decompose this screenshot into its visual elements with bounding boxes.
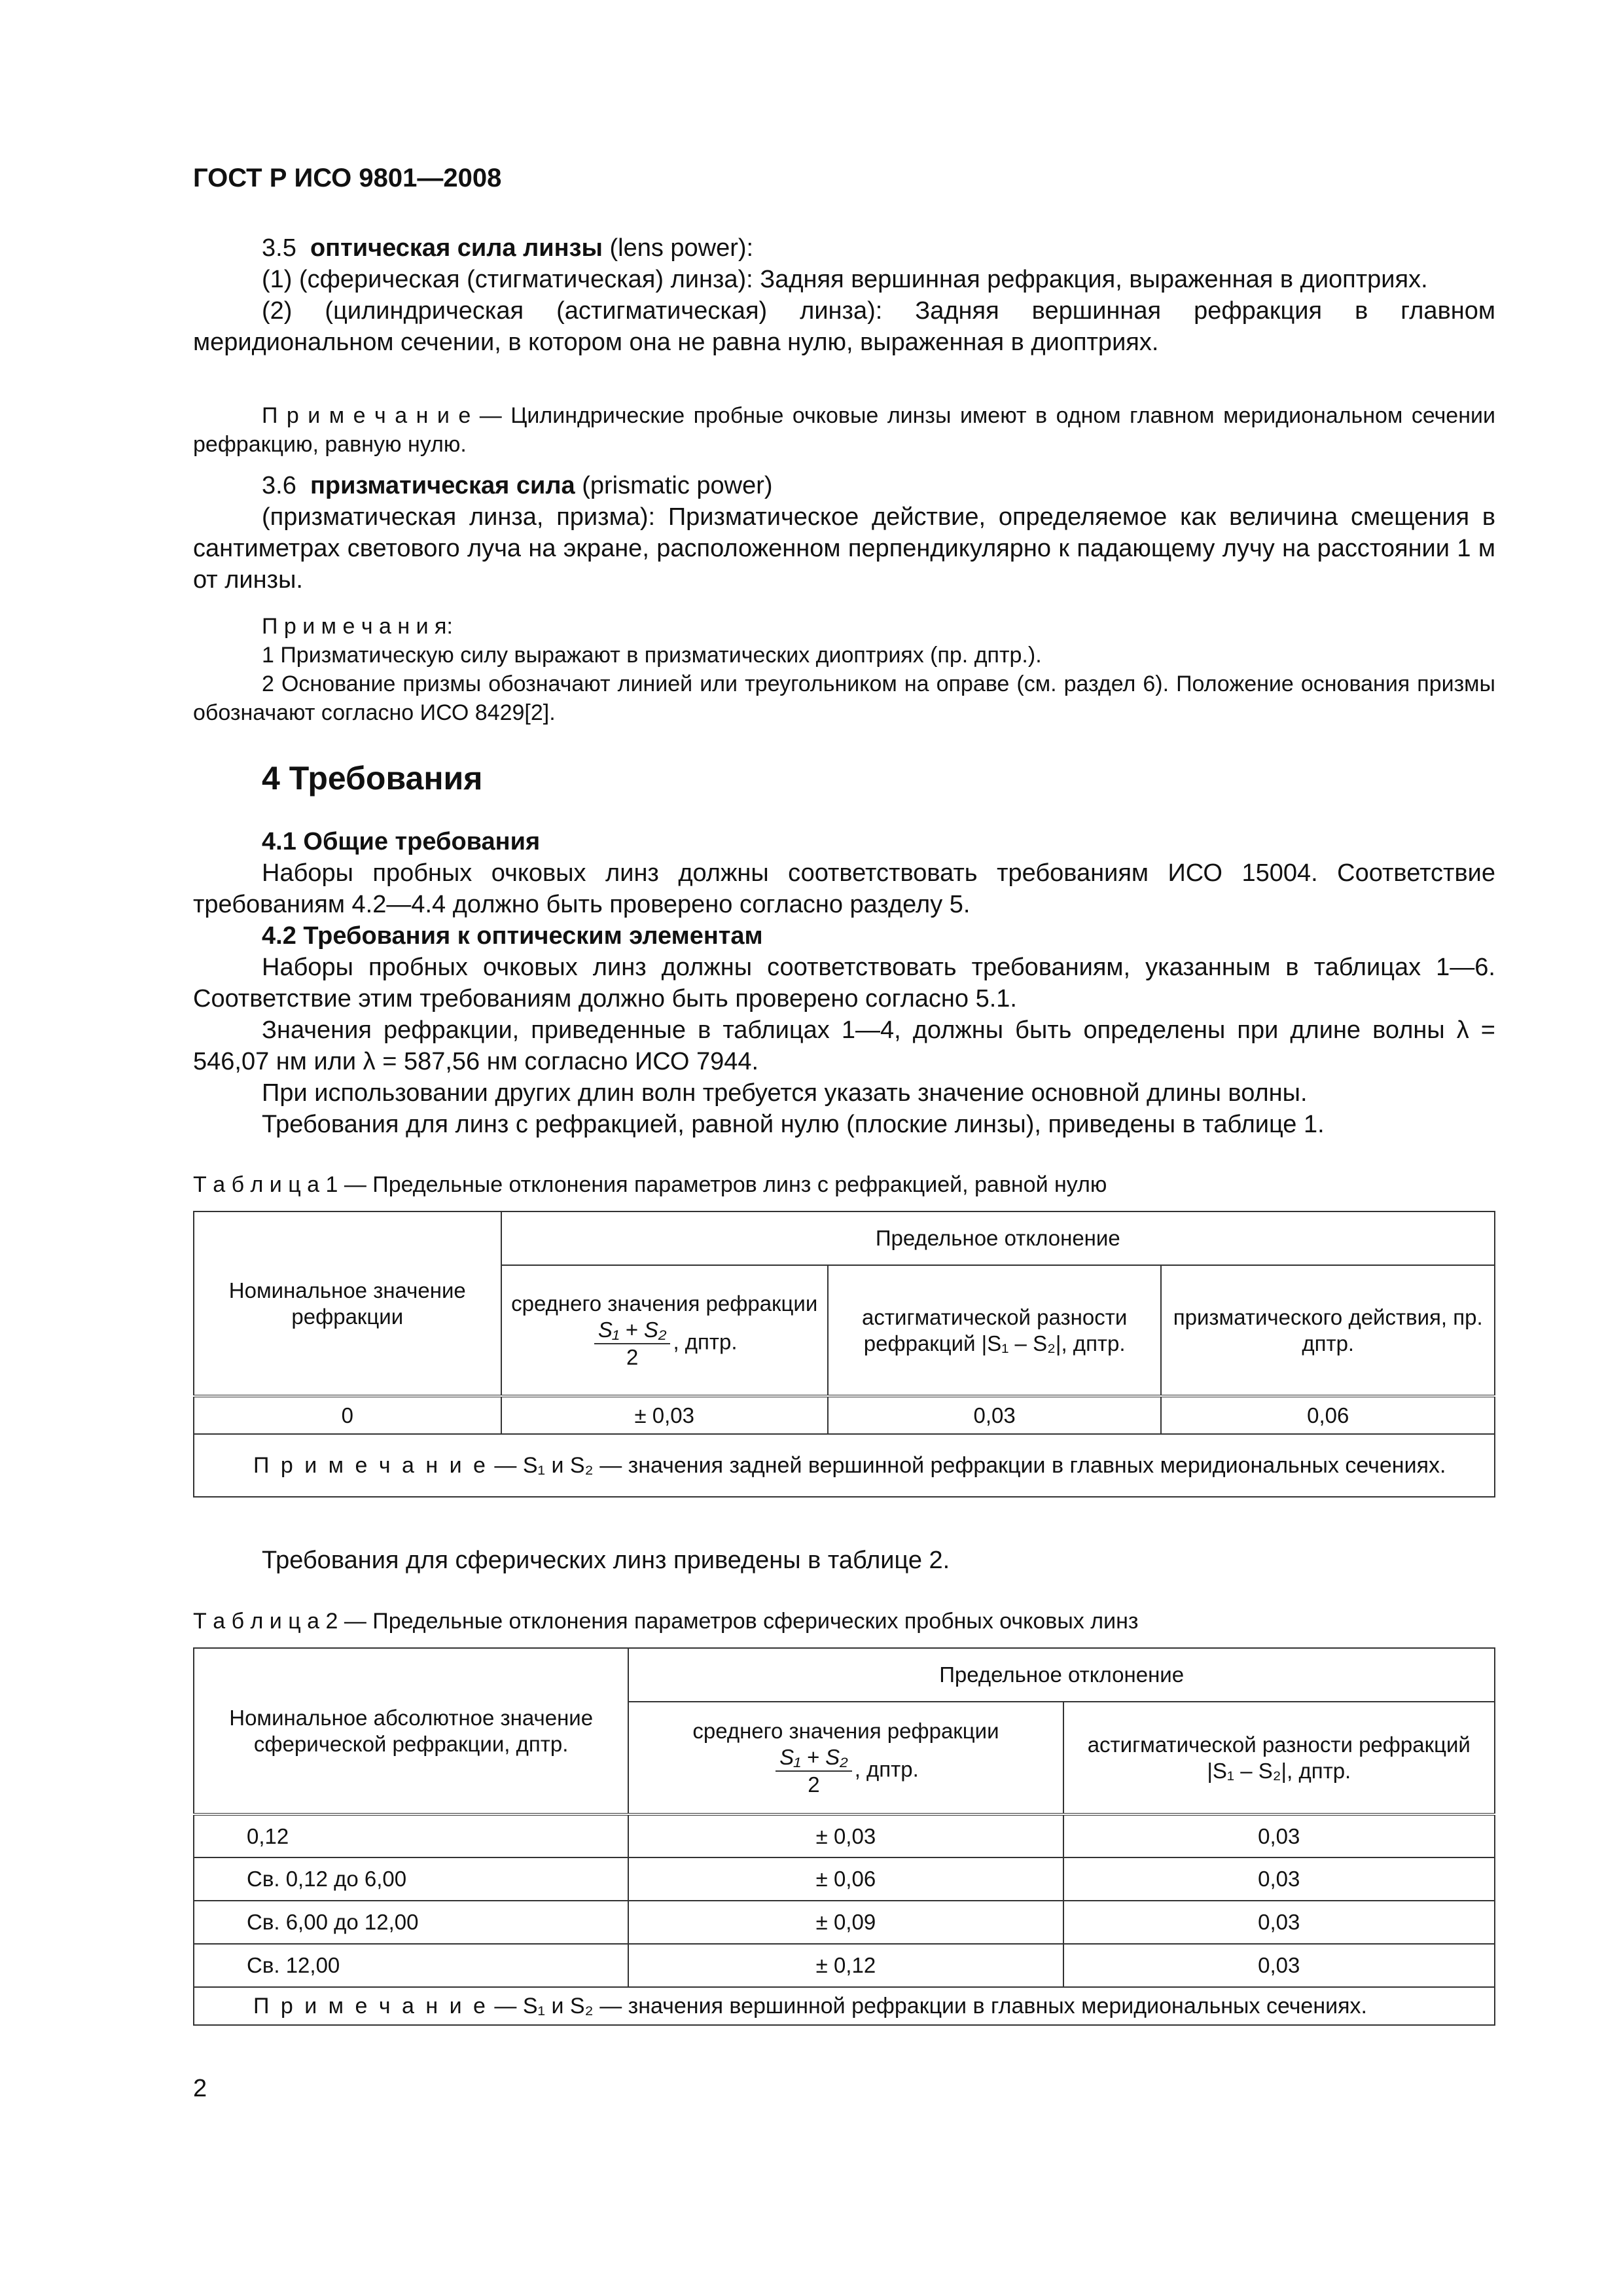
table2-note bbox=[194, 1987, 1495, 2025]
header-mean bbox=[501, 1265, 828, 1396]
term-title: призматическая сила bbox=[310, 472, 575, 499]
note-item: 2 Основание призмы обозначают линией или треугольником на оправе (см. раздел 6). Положение основания призмы обозначают согласно ИСО 8429[2]. bbox=[193, 672, 1495, 725]
term-3-6 bbox=[193, 470, 1495, 501]
cell-mean: ± 0,06 bbox=[628, 1857, 1063, 1901]
term-3-5 bbox=[193, 232, 1495, 264]
section-4-title: 4 Требования bbox=[262, 760, 483, 797]
cell-nominal: Св. 6,00 до 12,00 bbox=[194, 1901, 628, 1944]
header-astig: астигматической разности рефракций |S₁ – S₂|, дптр. bbox=[828, 1265, 1162, 1396]
term-english: (lens power): bbox=[609, 234, 754, 262]
notes-label: П р и м е ч а н и я: bbox=[262, 614, 453, 639]
cell-mean: ± 0,03 bbox=[501, 1396, 828, 1434]
cell-nominal: 0,12 bbox=[194, 1814, 628, 1857]
note-3-5: П р и м е ч а н и е — Цилиндрические пробные очковые линзы имеют в одном главном меридиональном сечении рефракцию, равную нулю. bbox=[193, 403, 1495, 457]
unit-label: , дптр. bbox=[854, 1757, 919, 1782]
header-astig: астигматической разности рефракций |S₁ – S₂|, дптр. bbox=[1063, 1702, 1495, 1814]
header-mean bbox=[628, 1702, 1063, 1814]
fraction-numerator: S₁ + S₂ bbox=[776, 1744, 852, 1772]
section-3-6 bbox=[193, 470, 1495, 596]
note-text: Цилиндрические пробные очковые линзы имеют в одном главном меридиональном сечении рефракцию, равную нулю. bbox=[193, 403, 1495, 457]
paragraph: (призматическая линза, призма): Призматическое действие, определяемое как величина смещения в сантиметрах светового луча на экране, расположенном перпендикулярно к падающему лучу на расстоянии 1 м от линзы. bbox=[193, 503, 1495, 594]
page-number: 2 bbox=[193, 2075, 207, 2102]
document-header: ГОСТ Р ИСО 9801—2008 bbox=[193, 164, 502, 192]
caption-label: Т а б л и ц а 2 bbox=[193, 1609, 338, 1634]
paragraph: Требования для сферических линз приведены в таблице 2. bbox=[262, 1547, 950, 1574]
table2-caption bbox=[193, 1607, 1495, 1636]
caption-text: — Предельные отклонения параметров сферических пробных очковых линз bbox=[338, 1609, 1139, 1634]
paragraph: (2) (цилиндрическая (астигматическая) линза): Задняя вершинная рефракция в главном меридиональном сечении, в котором она не равна нулю, выраженная в диоптриях. bbox=[193, 297, 1495, 356]
formula-fraction bbox=[594, 1317, 671, 1371]
table-row bbox=[194, 1857, 1495, 1901]
note-text: — S₁ и S₂ — значения задней вершинной рефракции в главных меридиональных сечениях. bbox=[488, 1453, 1446, 1478]
cell-mean: ± 0,03 bbox=[628, 1814, 1063, 1857]
header-prism: призматического действия, пр. дптр. bbox=[1161, 1265, 1495, 1396]
paragraph: Наборы пробных очковых линз должны соответствовать требованиям, указанным в таблицах 1—6. Соответствие этим требованиям должно быть проверено согласно 5.1. bbox=[193, 954, 1495, 1013]
fraction-denominator: 2 bbox=[808, 1772, 820, 1797]
note-label: П р и м е ч а н и е bbox=[253, 1453, 488, 1478]
note-label: П р и м е ч а н и е bbox=[262, 403, 471, 428]
cell-nominal: 0 bbox=[194, 1396, 501, 1434]
section-4-body bbox=[193, 826, 1495, 1140]
cell-mean: ± 0,12 bbox=[628, 1944, 1063, 1987]
subsection-4-2-title: 4.2 Требования к оптическим элементам bbox=[262, 922, 763, 950]
cell-nominal: Св. 12,00 bbox=[194, 1944, 628, 1987]
cell-astig: 0,03 bbox=[1063, 1857, 1495, 1901]
cell-prism: 0,06 bbox=[1161, 1396, 1495, 1434]
cell-astig: 0,03 bbox=[828, 1396, 1162, 1434]
paragraph: При использовании других длин волн требуется указать значение основной длины волны. bbox=[262, 1079, 1308, 1107]
table-2 bbox=[193, 1647, 1495, 2026]
table-1 bbox=[193, 1211, 1495, 1498]
term-title: оптическая сила линзы bbox=[310, 234, 603, 262]
notes-3-6 bbox=[193, 612, 1495, 727]
formula-fraction bbox=[776, 1744, 852, 1798]
header-limit: Предельное отклонение bbox=[628, 1648, 1495, 1702]
header-limit: Предельное отклонение bbox=[501, 1211, 1495, 1265]
cell-nominal: Св. 0,12 до 6,00 bbox=[194, 1857, 628, 1901]
term-english: (prismatic power) bbox=[582, 472, 773, 499]
cell-astig: 0,03 bbox=[1063, 1944, 1495, 1987]
table-row bbox=[194, 1944, 1495, 1987]
paragraph: (1) (сферическая (стигматическая) линза): Задняя вершинная рефракция, выраженная в диоптриях. bbox=[262, 266, 1428, 293]
paragraph: Значения рефракции, приведенные в таблицах 1—4, должны быть определены при длине волны λ = 546,07 нм или λ = 587,56 нм согласно ИСО 7944. bbox=[193, 1016, 1495, 1075]
table1-caption bbox=[193, 1170, 1495, 1199]
caption-text: — Предельные отклонения параметров линз с рефракцией, равной нулю bbox=[338, 1172, 1107, 1197]
paragraph: Требования для линз с рефракцией, равной нулю (плоские линзы), приведены в таблице 1. bbox=[262, 1111, 1325, 1138]
table-row bbox=[194, 1814, 1495, 1857]
table-row bbox=[194, 1901, 1495, 1944]
term-number: 3.6 bbox=[262, 472, 296, 499]
subsection-4-1-title: 4.1 Общие требования bbox=[262, 828, 541, 855]
note-item: 1 Призматическую силу выражают в призматических диоптриях (пр. дптр.). bbox=[262, 643, 1042, 668]
fraction-denominator: 2 bbox=[626, 1344, 639, 1369]
unit-label: , дптр. bbox=[673, 1329, 738, 1354]
table1-note bbox=[194, 1434, 1495, 1497]
fraction-numerator: S₁ + S₂ bbox=[594, 1317, 671, 1344]
header-mean-label: среднего значения рефракции bbox=[511, 1291, 818, 1316]
table2-intro bbox=[193, 1545, 1495, 1576]
header-nominal: Номинальное абсолютное значение сферической рефракции, дптр. bbox=[194, 1648, 628, 1814]
cell-astig: 0,03 bbox=[1063, 1901, 1495, 1944]
term-number: 3.5 bbox=[262, 234, 296, 262]
cell-astig: 0,03 bbox=[1063, 1814, 1495, 1857]
note-label: П р и м е ч а н и е bbox=[253, 1994, 488, 2018]
table-row bbox=[194, 1396, 1495, 1434]
header-nominal: Номинальное значение рефракции bbox=[194, 1211, 501, 1396]
caption-label: Т а б л и ц а 1 bbox=[193, 1172, 338, 1197]
note-text: — S₁ и S₂ — значения вершинной рефракции в главных меридиональных сечениях. bbox=[488, 1994, 1367, 2018]
section-3-5 bbox=[193, 232, 1495, 358]
cell-mean: ± 0,09 bbox=[628, 1901, 1063, 1944]
header-mean-label: среднего значения рефракции bbox=[692, 1718, 999, 1743]
paragraph: Наборы пробных очковых линз должны соответствовать требованиям ИСО 15004. Соответствие требованиям 4.2—4.4 должно быть проверено согласно разделу 5. bbox=[193, 859, 1495, 918]
